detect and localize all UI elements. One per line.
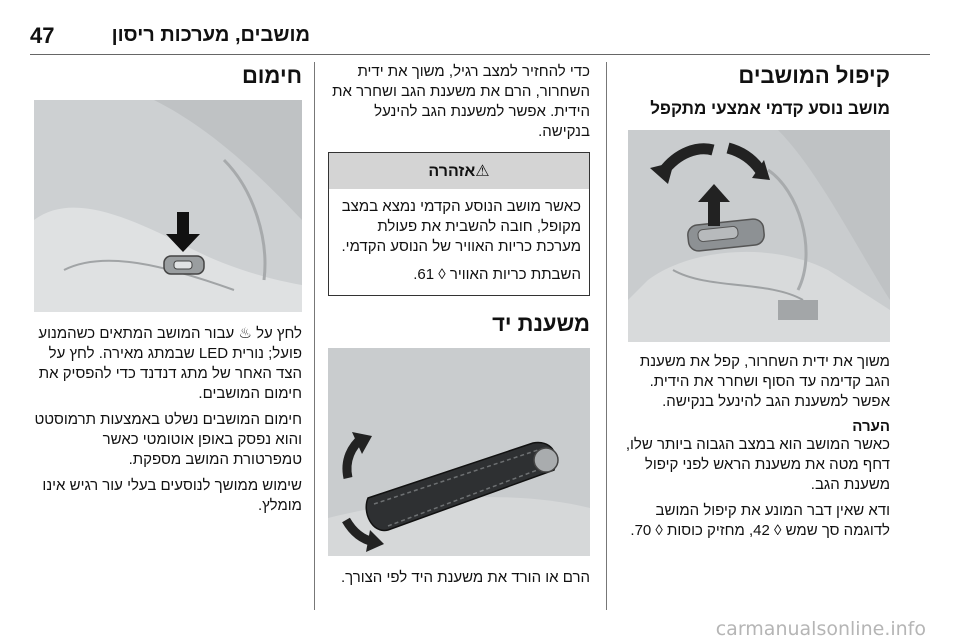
- header-divider: [30, 54, 930, 55]
- section-title: מושבים, מערכות ריסון: [111, 24, 310, 46]
- warning-title: ⚠אזהרה: [329, 153, 589, 189]
- page-number: 47: [30, 23, 55, 48]
- seat-folding-check: ודא שאין דבר המונע את קיפול המושב לדוגמה סך שמש ◊ 42, מחזיק כוסות ◊ 70.: [630, 502, 890, 539]
- warning-body: כאשר מושב הנוסע הקדמי נמצא במצב מקופל, חובה להשבית את פעולת מערכת כריות האוויר של הנוסע הקדמי.: [341, 198, 581, 255]
- warning-reference: השבתת כריות האוויר ◊ 61.: [413, 266, 581, 283]
- column-armrest: [328, 62, 590, 588]
- heating-heading: חימום: [241, 63, 302, 88]
- heating-sensitive-skin: שימוש ממושך לנוסעים בעלי עור רגיש אינו מומלץ.: [42, 477, 302, 514]
- heating-thermostat: חימום המושבים נשלט באמצעות תרמוסטט והוא נפסק באופן אוטומטי כאשר טמפרטורת המושב מספקת.: [34, 411, 302, 468]
- page-header: [0, 0, 960, 58]
- armrest-illustration: [328, 348, 590, 556]
- seat-folding-illustration: [628, 130, 890, 342]
- seat-return-instructions: כדי להחזיר למצב רגיל, משוך את ידית השחרור, הרם את משענת הגב ושחרר את הידית. אפשר למשענת הגב להינעל בנקישה.: [332, 63, 590, 140]
- armrest-figure: [328, 348, 590, 556]
- column-heating: [30, 62, 302, 516]
- warning-box: [328, 152, 590, 296]
- column-divider-right: [606, 62, 607, 610]
- armrest-heading: משענת יד: [492, 311, 590, 336]
- middle-seat-subheading: מושב נוסע קדמי אמצעי מתקפל: [650, 99, 890, 118]
- column-seat-folding: [618, 62, 890, 541]
- heating-instructions: לחץ על ♨ עבור המושב המתאים כשהמנוע פועל; נורית LED שבמתג מאירה. לחץ על הצד האחר של מתג דנדנד כדי להפסיק את חימום המושבים.: [38, 325, 302, 402]
- seat-folding-instructions: משוך את ידית השחרור, קפל את משענת הגב קדימה עד הסוף ושחרר את הידית. אפשר למשענת הגב להינעל בנקישה.: [639, 353, 890, 410]
- column-divider-left: [314, 62, 315, 610]
- note-title: הערה: [852, 418, 890, 435]
- armrest-instructions: הרם או הורד את משענת היד לפי הצורך.: [340, 569, 590, 586]
- seat-folding-figure: [628, 130, 890, 342]
- footer-logo: carmanualsonline.info: [715, 618, 926, 640]
- seat-heating-illustration: [34, 100, 302, 312]
- note-body: כאשר המושב הוא במצב הגבוה ביותר שלו, דחף מטה את משענת הראש לפני קיפול משענת הגב.: [625, 436, 890, 493]
- seat-heating-figure: [34, 100, 302, 312]
- seat-folding-heading: קיפול המושבים: [738, 63, 890, 88]
